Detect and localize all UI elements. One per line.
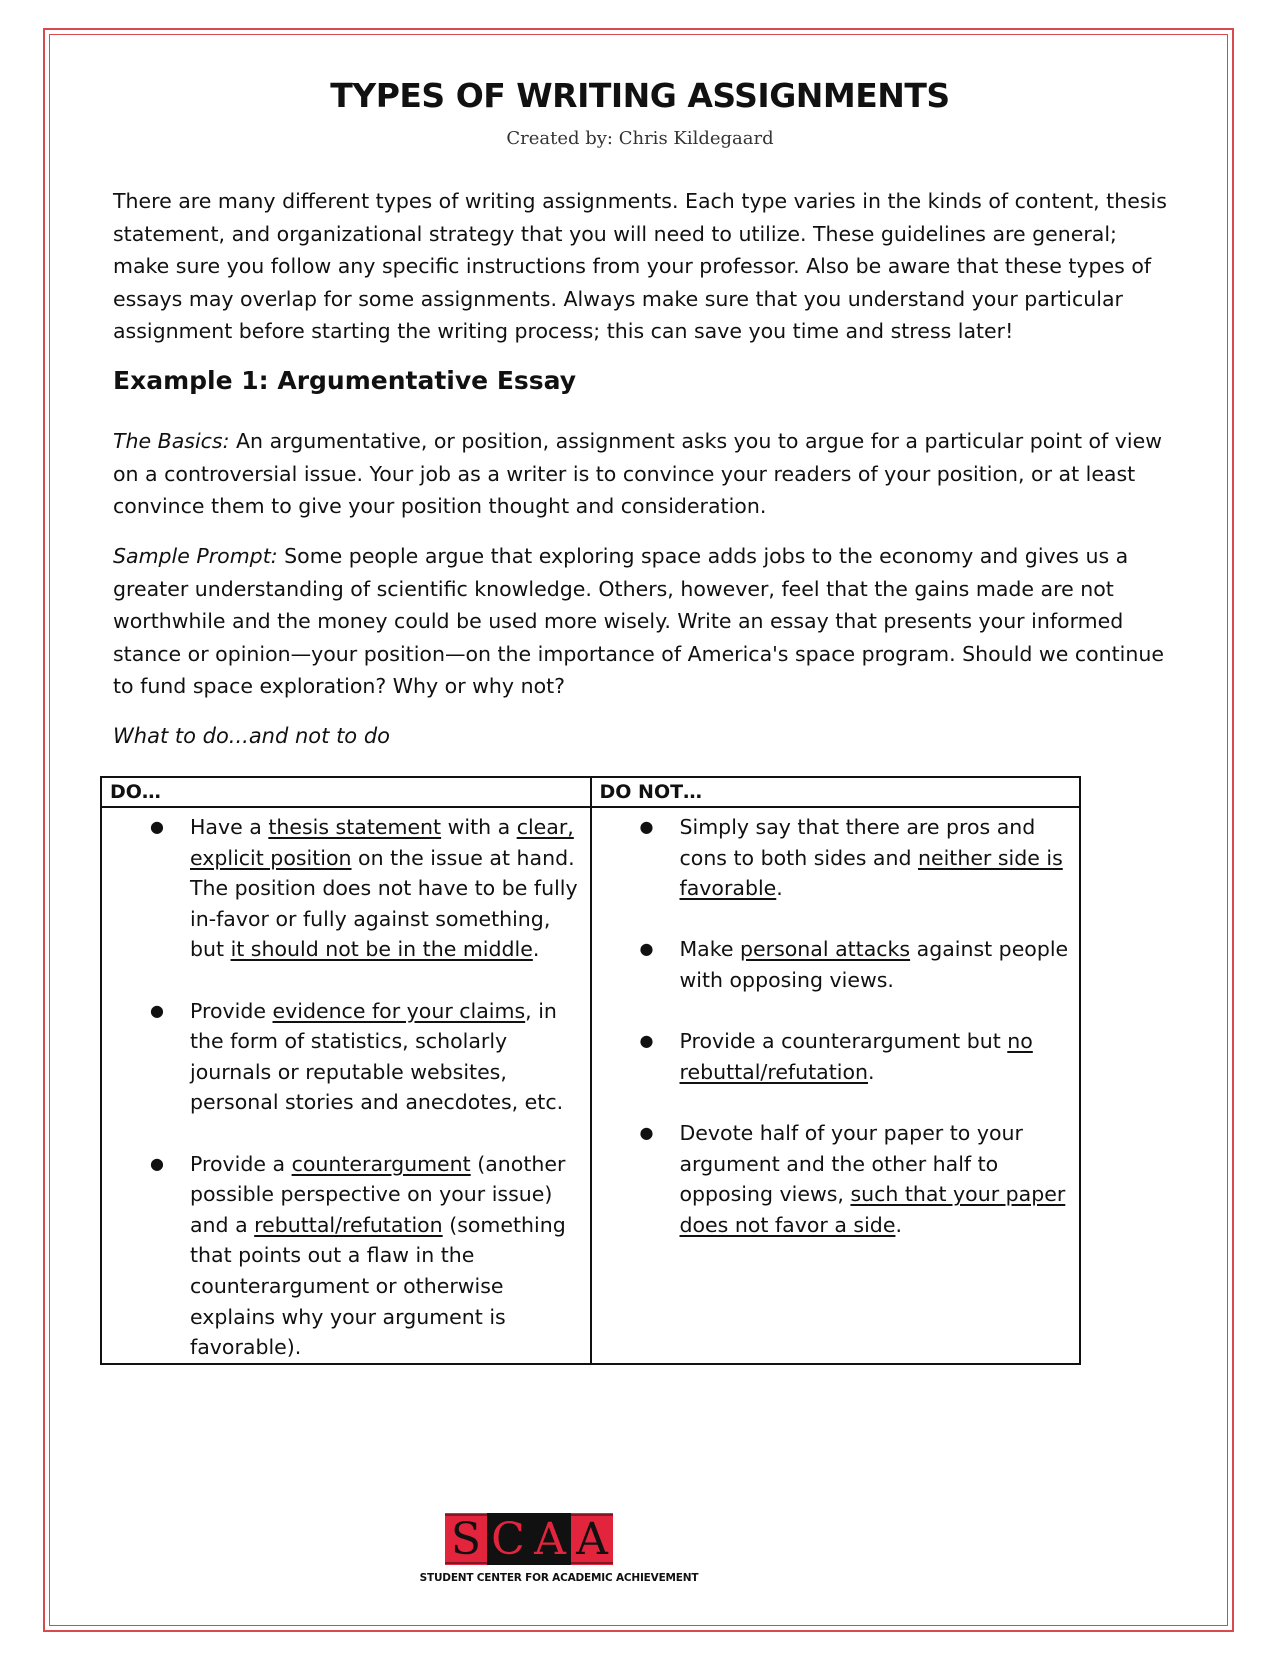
item-text: Provide a counterargument but — [679, 1029, 1008, 1054]
logo-letter: A — [571, 1513, 613, 1565]
list-item — [640, 934, 1070, 995]
item-text: with a — [441, 815, 517, 839]
item-emphasis: thesis statement — [268, 815, 442, 839]
donot-header: DO NOT… — [591, 777, 1081, 807]
author-credit: Created by: Chris Kildegaard — [506, 128, 774, 149]
donot-list — [592, 812, 1070, 1240]
bullet-icon: ● — [150, 1000, 164, 1020]
section-heading: Example 1: Argumentative Essay — [113, 366, 577, 395]
item-text: (something that points out a flaw in the counterargument or otherwise explains why your argument is favorable). — [190, 1212, 566, 1360]
bullet-icon: ● — [639, 939, 654, 959]
basics-paragraph — [113, 425, 1173, 523]
do-list — [102, 812, 580, 1363]
item-emphasis: neither side is favorable — [679, 845, 1063, 901]
logo-caption: STUDENT CENTER FOR ACADEMIC ACHIEVEMENT — [419, 1572, 699, 1584]
list-item — [640, 812, 1070, 904]
basics-label: The Basics: — [113, 429, 230, 453]
item-emphasis: personal attacks — [740, 937, 911, 962]
list-item — [150, 1149, 580, 1363]
logo-letter: S — [445, 1513, 487, 1565]
donot-column — [591, 807, 1081, 1364]
item-text: Simply say that there are pros and cons to both sides and — [679, 815, 1036, 870]
bullet-icon: ● — [150, 817, 164, 836]
item-emphasis: such that your paper does not favor a side — [679, 1182, 1066, 1237]
do-donot-table — [100, 776, 1081, 1365]
item-text: . — [895, 1212, 902, 1237]
item-text: Devote half of your paper to your argument and the other half to opposing views, — [679, 1120, 1023, 1207]
prompt-label: Sample Prompt: — [113, 544, 278, 568]
list-item — [150, 812, 580, 965]
bullet-icon: ● — [150, 1153, 164, 1173]
item-emphasis: evidence for your claims — [272, 998, 526, 1023]
item-text: Provide a — [190, 1151, 292, 1176]
scaa-logo — [419, 1513, 745, 1584]
item-emphasis: counterargument — [291, 1151, 471, 1176]
item-emphasis: rebuttal/refutation — [254, 1212, 443, 1237]
item-text: against people with opposing views. — [679, 937, 1069, 992]
item-text: Make — [679, 937, 741, 962]
prompt-paragraph — [113, 540, 1173, 703]
item-emphasis: it should not be in the middle — [230, 937, 533, 962]
item-emphasis: no rebuttal/refutation — [679, 1029, 1033, 1084]
item-text: Have a — [190, 815, 269, 839]
prompt-text: Some people argue that exploring space adds jobs to the economy and gives us a greater understanding of scientific knowledge. Others, however, feel that the gains made are not worthwhile and the money could be used more wisely. Write an essay that presents your informed stance or opinion—your position—on the importance of America's space program. Should we continue to fund space exploration? Why or why not? — [113, 544, 1164, 699]
item-text: . — [776, 876, 783, 901]
intro-paragraph: There are many different types of writing assignments. Each type varies in the kinds of content, thesis statement, and organizational strategy that you will need to utilize. These guidelines are general; make sure you follow any specific instructions from your professor. Also be aware that these types of essays may overlap for some assignments. Always make sure that you understand your particular assignment before starting the writing process; this can save you time and stress later! — [113, 189, 1167, 344]
bullet-icon: ● — [639, 817, 654, 836]
list-item — [640, 1118, 1070, 1240]
todo-label: What to do...and not to do — [113, 724, 390, 748]
list-item — [640, 1026, 1070, 1087]
page-title: TYPES OF WRITING ASSIGNMENTS — [330, 76, 950, 115]
item-emphasis: clear, explicit position — [190, 815, 574, 870]
bullet-icon: ● — [639, 1031, 654, 1051]
item-text: Provide — [190, 998, 273, 1023]
do-column — [101, 807, 591, 1364]
item-text: , in the form of statistics, scholarly journals or reputable websites, personal stories and anecdotes, etc. — [190, 998, 564, 1115]
do-header: DO… — [101, 777, 591, 807]
logo-letters — [445, 1513, 745, 1565]
item-text: on the issue at hand. The position does not have to be fully in-favor or fully against something, but — [190, 845, 578, 962]
logo-letter: C — [487, 1513, 529, 1565]
item-text: . — [532, 937, 540, 962]
basics-text: An argumentative, or position, assignment asks you to argue for a particular point of view on a controversial issue. Your job as a writer is to convince your readers of your position, or at least convince them to give your position thought and consideration. — [113, 429, 1162, 519]
item-text: (another possible perspective on your issue) and a — [190, 1151, 566, 1237]
logo-letter: A — [529, 1513, 571, 1565]
bullet-icon: ● — [639, 1122, 654, 1142]
item-text: . — [868, 1059, 875, 1084]
list-item — [150, 996, 580, 1118]
